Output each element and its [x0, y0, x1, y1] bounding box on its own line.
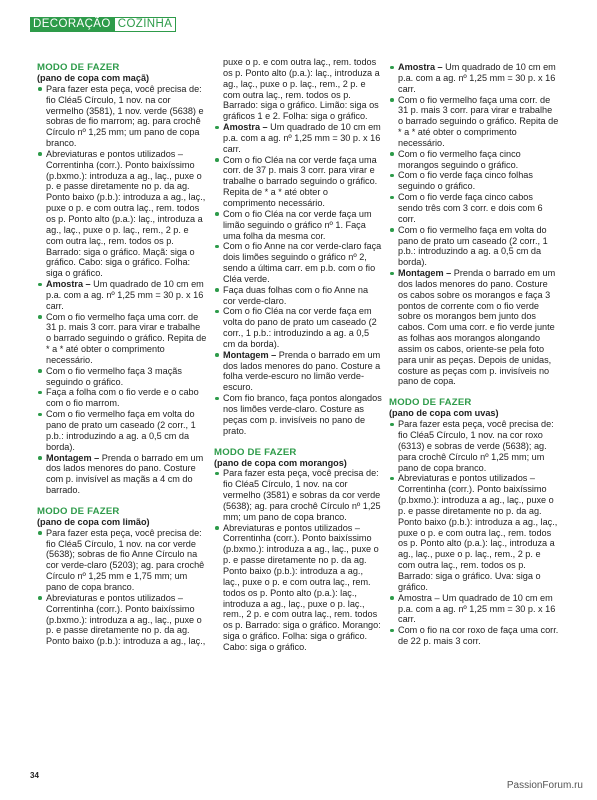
item-text: Com o fio Cléa na cor verde faça uma corr. de 37 p. mais 3 corr. para virar e trabalhe o barrado seguindo o gráfico. Repita de * a * até obter o comprimento necessário.: [223, 154, 378, 208]
item-text: puxe o p. e com outra laç., rem. todos os p. Ponto alto (p.a.): laç., introduza a ag., laç., puxe o p. laç., rem., 2 p. e com outra laç., rem. todos os p. Barrado: siga o gráfico. Limão: siga os gráficos 1 e 2. Folha: siga o gráfico.: [223, 57, 380, 122]
item-text: Abreviaturas e pontos utilizados – Correntinha (corr.). Ponto baixíssimo (p.bxmo.): introduza a ag., laç., puxe o p. e passe diretamente no p. da ag. Ponto baixo (p.b.): introduza a ag., laç.,: [46, 592, 206, 647]
list-item: [389, 225, 559, 268]
item-text: Faça a folha com o fio verde e o cabo com o fio marrom.: [46, 387, 199, 409]
section-subtitle: (pano de copa com morangos): [214, 457, 347, 468]
list-item: [389, 192, 559, 225]
section-title: MODO DE FAZER: [389, 397, 472, 409]
item-text: Com o fio vermelho faça em volta do pano de prato um caseado (2 corr., 1 p.b.: introduzindo a ag. a 0,5 cm da borda).: [398, 224, 548, 268]
list-item: [389, 170, 559, 192]
item-text: Para fazer esta peça, você precisa de: fio Cléa5 Círculo, 1 nov. na cor roxo (6313) e sobras de verde (5638); ag. para crochê Círculo nº 1,25 mm; um pano de copa branco.: [398, 419, 554, 473]
section-title: MODO DE FAZER: [214, 446, 297, 458]
list-item: [37, 387, 207, 409]
instruction-section: [214, 57, 382, 437]
item-text: Para fazer esta peça, você precisa de: fio Cléa5 Círculo, 1 nov. na cor vermelho (3581) e sobras da cor verde (5638); ag. para crochê Círculo nº 1,25 mm; um pano de copa branco.: [223, 468, 381, 522]
header-subcategory: COZINHA: [114, 17, 177, 32]
item-text: Prenda o barrado em um dos lados menores do pano. Costure com p. invisível as maçãs a 4 cm do barrado.: [46, 452, 204, 496]
item-text: Com o fio Cléa na cor verde faça em volta do pano de prato um caseado (2 corr., 1 p.b.: introduzindo a ag. a 0,5 cm da borda).: [223, 306, 377, 349]
page-number: 34: [30, 771, 39, 780]
item-text: Com o fio vermelho faça uma corr. de 31 p. mais 3 corr. para virar e trabalhe o barrado seguindo o gráfico. Repita de * a * até obter o comprimento necessário.: [46, 311, 207, 365]
instruction-section: [214, 447, 382, 653]
list-item: [214, 393, 382, 436]
item-text: Com o fio vermelho faça em volta do pano de prato um caseado (2 corr., 1 p.b.: introduzindo a ag. a 0,5 cm da borda).: [46, 409, 196, 452]
instruction-section: [389, 62, 559, 387]
item-text: Prenda o barrado em um dos lados menores do pano. Costure os cabos sobre os morangos e faça 3 pontos de corrente com o fio verde sobre os morangos bem junto dos cabos. Com uma corr. e fio verde junte as folhas aos morangos alongando assim os cabos, oriente-se pela foto para unir as peças. Depois de unidas, costure as peças com p. invisíveis no pano de copa.: [398, 268, 556, 387]
watermark: PassionForum.ru: [506, 780, 583, 791]
item-text: Com o fio Anne na cor verde-claro faça dois limões seguindo o gráfico nº 2, sendo a última carr. em p.b. com o fio Cléa verde.: [223, 241, 382, 284]
list-item: [37, 453, 207, 496]
header-category: DECORAÇÃO: [30, 17, 114, 32]
item-text: Abreviaturas e pontos utilizados – Correntinha (corr.). Ponto baixíssimo (p.bxmo.): introduza a ag., laç., puxe o p. e passe diretamente no p. da ag. Ponto baixo (p.b.): introduza a ag., laç., puxe o p. e com outra laç., rem. todos os p. Ponto alto (p.a.): laç., introduza a ag., laç., puxe o p. laç., rem., 2 p. e com outra laç., rem. todos os p. Barrado: siga o gráfico. Maçã: siga o gráfico. Cabo: siga o gráfico. Folha: siga o gráfico.: [46, 148, 206, 279]
item-text: Com o fio verde faça cinco folhas seguindo o gráfico.: [398, 170, 533, 192]
item-text: Um quadrado de 10 cm em p.a. com a ag. nº 1,25 mm = 30 p. x 16 carr.: [398, 62, 556, 94]
list-item: [214, 285, 382, 307]
item-label: Amostra –: [398, 62, 443, 72]
section-subtitle: (pano de copa com maçã): [37, 73, 150, 83]
column-3: [389, 62, 559, 647]
item-text: Com fio branco, faça pontos alongados nos limões verde-claro. Costure as peças com p. invisíveis no pano de prato.: [223, 393, 382, 436]
item-label: Montagem –: [398, 268, 452, 279]
list-item: [37, 366, 207, 388]
list-item: [389, 149, 559, 171]
list-item: [37, 149, 207, 279]
list-item: [389, 62, 559, 95]
item-text: Com o fio na cor roxo de faça uma corr. de 22 p. mais 3 corr.: [398, 625, 559, 647]
list-item: [389, 625, 559, 647]
list-item: [389, 95, 559, 149]
section-subtitle: (pano de copa com limão): [37, 516, 150, 527]
item-text: Com o fio vermelho faça 3 maçãs seguindo o gráfico.: [46, 365, 182, 387]
list-item: [37, 528, 207, 593]
list-item: [389, 473, 559, 592]
list-item: [37, 84, 207, 149]
section-subtitle: (pano de copa com uvas): [389, 408, 499, 419]
section-header: [30, 17, 176, 32]
item-label: Montagem –: [46, 452, 100, 463]
list-item: [214, 241, 382, 284]
list-item: [389, 419, 559, 473]
list-item: [214, 350, 382, 393]
list-item: [37, 312, 207, 366]
section-title: MODO DE FAZER: [37, 505, 120, 517]
item-text: Com o fio verde faça cinco cabos sendo três com 3 corr. e dois com 6 corr.: [398, 192, 543, 224]
instruction-section: [389, 397, 559, 647]
item-text: Para fazer esta peça, você precisa de: fio Cléa5 Círculo, 1 nov. na cor verde (5638); sobras de fio Anne Círculo na cor verde-claro (5203); ag. para crochê Círculo nº 1,25 mm e 1,75 mm; um pano de copa branco.: [46, 527, 205, 592]
list-item: [37, 409, 207, 452]
list-item: [214, 57, 382, 122]
list-item: [389, 268, 559, 387]
item-text: Um quadrado de 10 cm em p.a. com a ag. nº 1,25 mm = 30 p. x 16 carr.: [46, 279, 204, 311]
section-title: MODO DE FAZER: [37, 62, 120, 73]
item-text: Para fazer esta peça, você precisa de: fio Cléa5 Círculo, 1 nov. na cor vermelho (3581), 1 nov. verde (5638) e sobras de fio marrom; ag. para crochê Círculo nº 1,25 mm; um pano de copa branco.: [46, 83, 204, 149]
list-item: [214, 306, 382, 349]
item-text: Faça duas folhas com o fio Anne na cor verde-claro.: [223, 284, 369, 306]
list-item: [214, 122, 382, 155]
instruction-section: [37, 506, 207, 647]
item-text: Prenda o barrado em um dos lados menores do pano. Costure a folha verde-escuro no limão verde-escuro.: [223, 349, 381, 393]
item-label: Amostra –: [223, 122, 268, 133]
list-item: [214, 523, 382, 653]
list-item: [214, 155, 382, 209]
item-text: Com o fio vermelho faça uma corr. de 31 p. mais 3 corr. para virar e trabalhe o barrado seguindo o gráfico. Repita de * a * até obter o comprimento necessário.: [398, 94, 559, 148]
item-label: Montagem –: [223, 349, 277, 360]
list-item: [389, 593, 559, 626]
list-item: [37, 593, 207, 647]
item-text: Amostra – Um quadrado de 10 cm em p.a. com a ag. nº 1,25 mm = 30 p. x 16 carr.: [398, 592, 556, 625]
column-1: [37, 62, 207, 647]
list-item: [214, 209, 382, 242]
item-text: Com o fio Cléa na cor verde faça um limão seguindo o gráfico nº 1. Faça uma folha da mesma cor.: [223, 208, 372, 241]
list-item: [214, 468, 382, 522]
column-2: [214, 57, 382, 653]
item-label: Amostra –: [46, 279, 91, 290]
instruction-section: [37, 62, 207, 496]
list-item: [37, 279, 207, 312]
item-text: Abreviaturas e pontos utilizados – Correntinha (corr.). Ponto baixíssimo (p.bxmo.): introduza a ag., laç., puxe o p. e passe diretamente no p. da ag. Ponto baixo (p.b.): introduza a ag., laç., puxe o p. e com outra laç., rem. todos os p. Ponto alto (p.a.): laç., introduza a ag., laç., puxe o p. laç., rem., 2 p. e com outra laç., rem. todos os p. Barrado: siga o gráfico. Uva: siga o gráfico.: [398, 473, 558, 592]
item-text: Com o fio vermelho faça cinco morangos seguindo o gráfico.: [398, 148, 521, 170]
item-text: Um quadrado de 10 cm em p.a. com a ag. nº 1,25 mm = 30 p. x 16 carr.: [223, 122, 381, 154]
item-text: Abreviaturas e pontos utilizados – Correntinha (corr.). Ponto baixíssimo (p.bxmo.): introduza a ag., laç., puxe o p. e passe diretamente no p. da ag. Ponto baixo (p.b.): introduza a ag., laç., puxe o p. e com outra laç., rem. todos os p. Ponto alto (p.a.): laç., introduza a ag., laç., puxe o p. laç., rem., 2 p. e com outra laç., rem. todos os p. Barrado: siga o gráfico. Morango: siga o gráfico. Folha: siga o gráfico. Cabo: siga o gráfico.: [223, 522, 381, 652]
